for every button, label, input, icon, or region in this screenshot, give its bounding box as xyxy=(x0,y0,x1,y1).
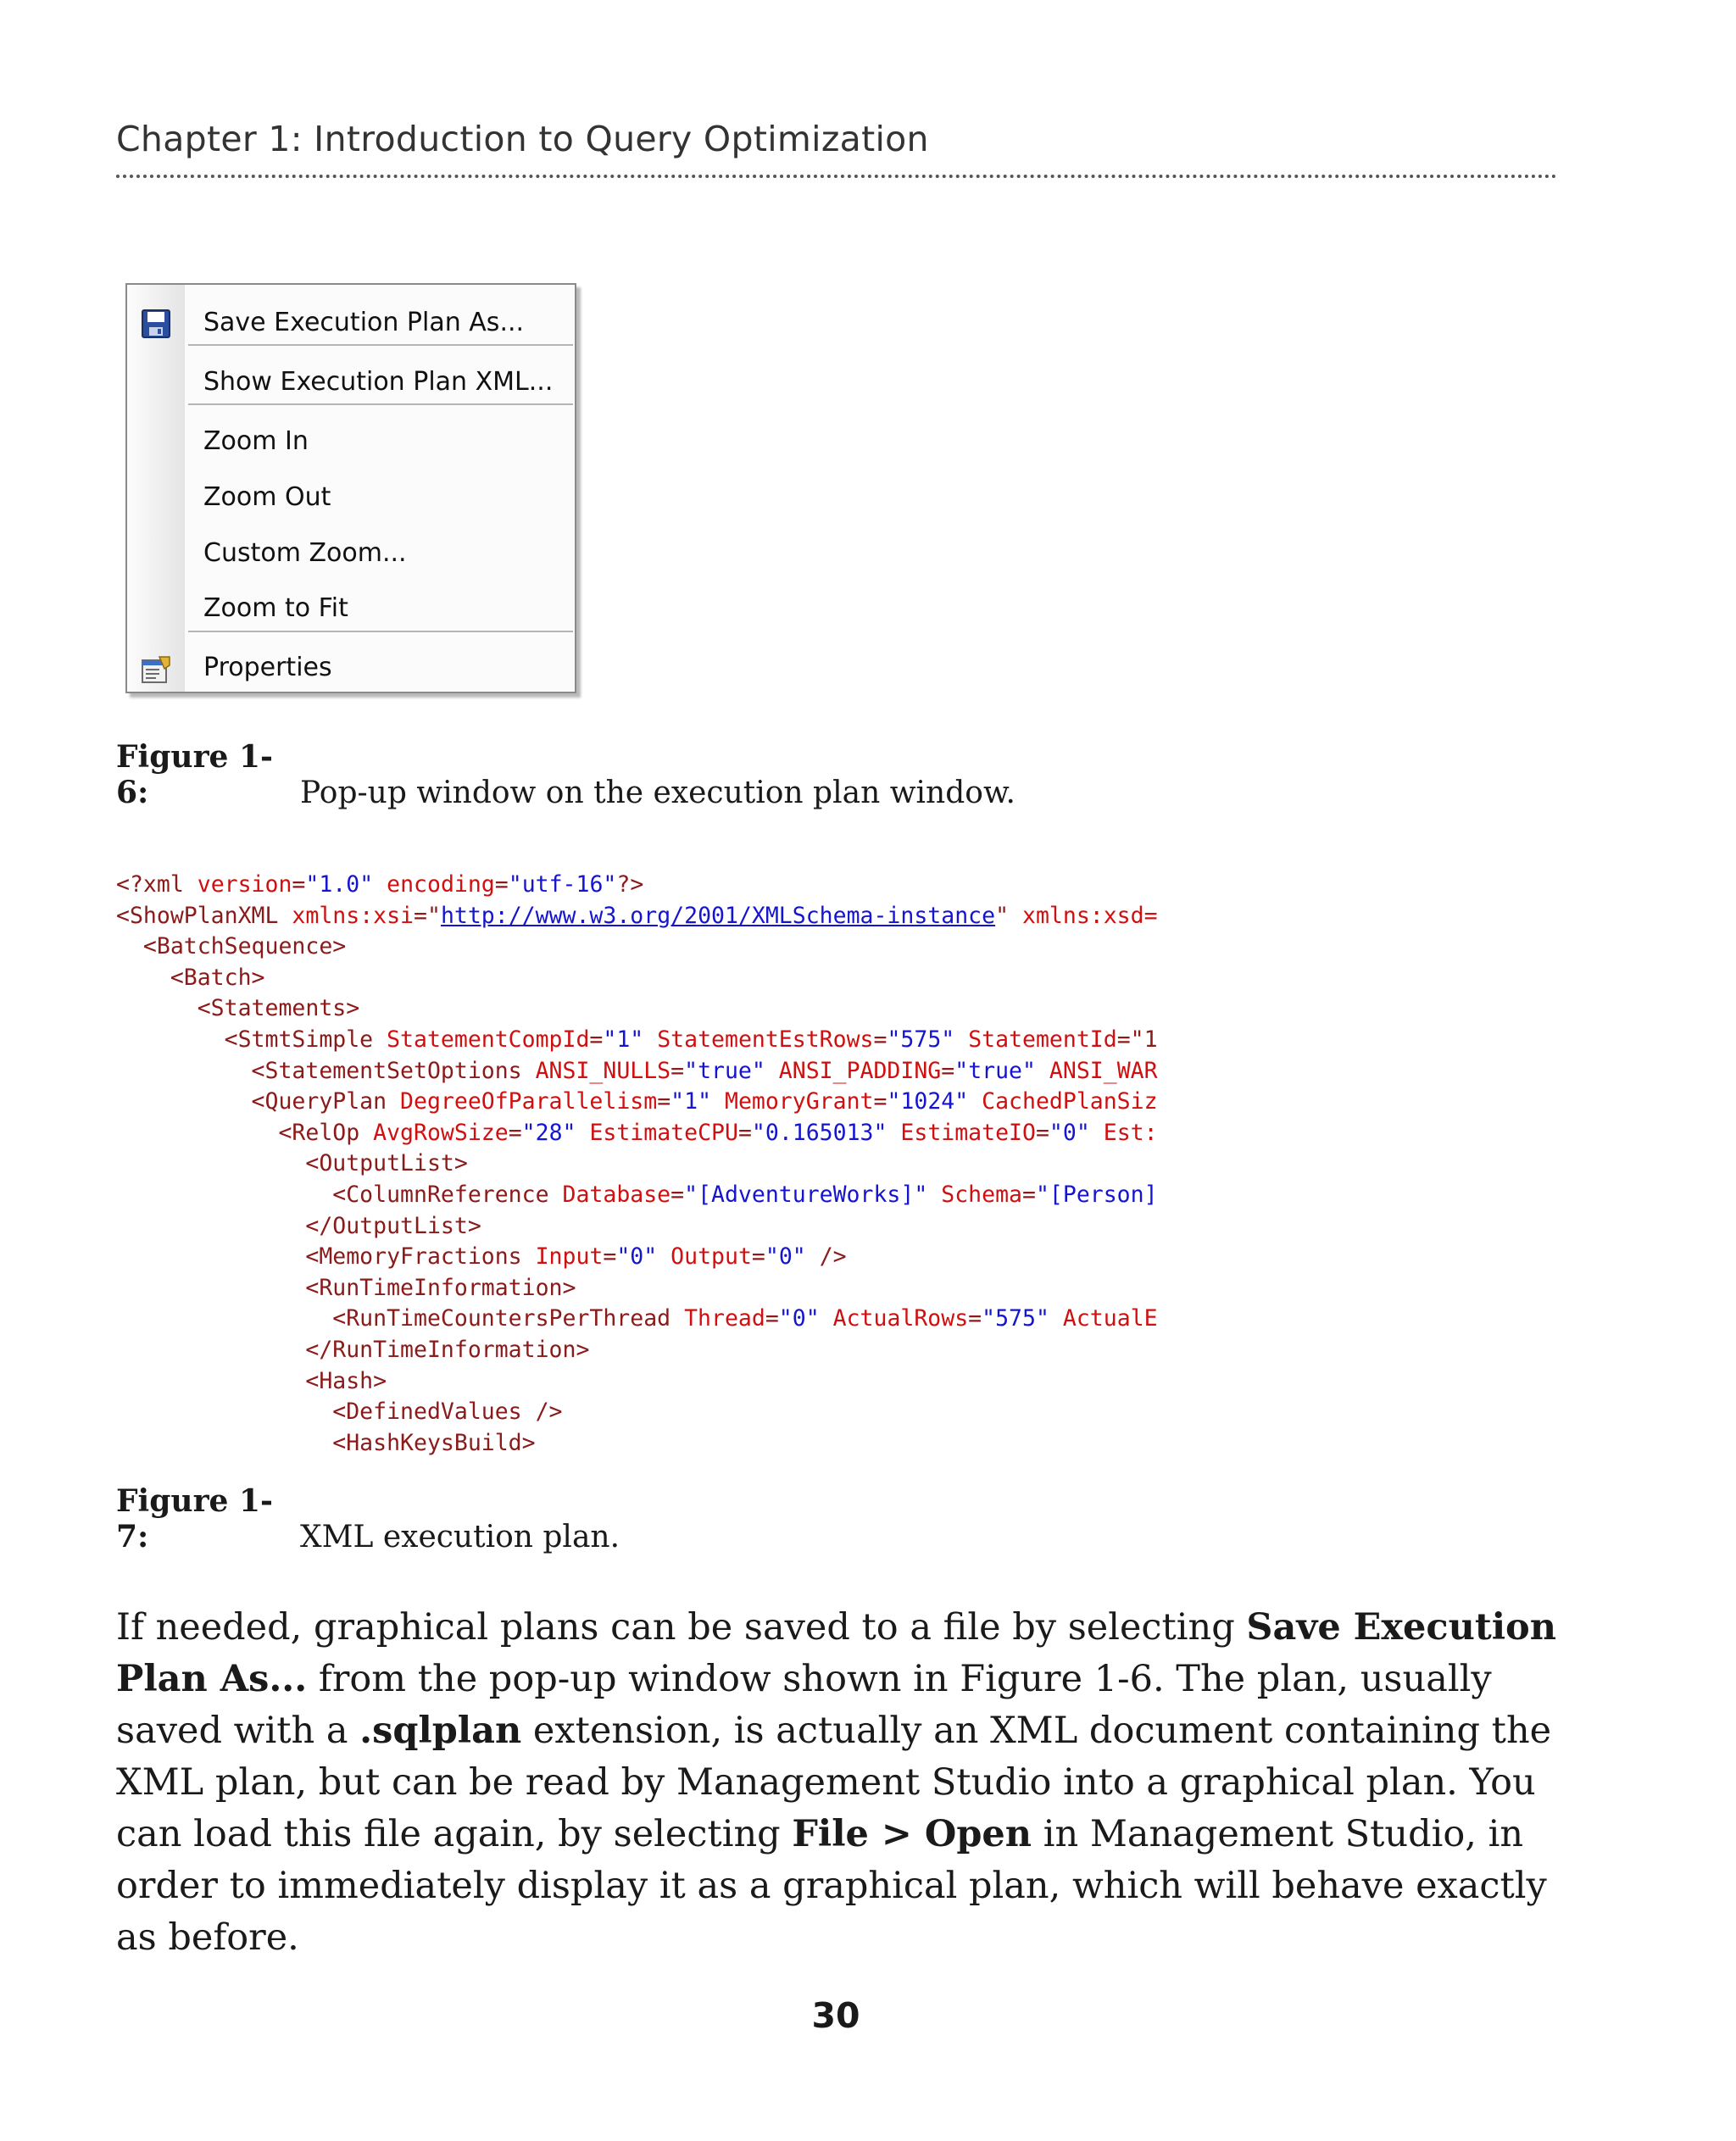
xml-token: <Batch> xyxy=(116,964,265,991)
xml-line xyxy=(116,1150,468,1182)
xml-token: <RunTimeCountersPerThread xyxy=(116,1305,685,1332)
bold-term: Save Execution Plan As... xyxy=(116,1606,1557,1700)
xml-token: Database xyxy=(562,1182,671,1208)
xml-token: " xyxy=(995,902,1022,929)
xml-token: "575" xyxy=(982,1305,1049,1332)
xml-token: xmlns:xsi xyxy=(292,902,415,929)
floppy-disk-icon xyxy=(141,309,171,339)
body-text: If needed, graphical plans can be saved to a file by selecting xyxy=(116,1606,1247,1649)
xml-token: "1024" xyxy=(887,1088,969,1115)
xml-line xyxy=(116,1213,481,1244)
xml-token: "true" xyxy=(684,1057,765,1084)
xml-line xyxy=(116,1337,589,1368)
properties-icon xyxy=(141,653,171,684)
body-text: extension, is actually an XML document containing the XML plan, but can be read by Management Studio into a graphical plan. You can load this file again, by selecting xyxy=(116,1710,1552,1855)
xml-token: EstimateIO xyxy=(887,1119,1036,1146)
xml-line xyxy=(116,1305,1158,1337)
xml-link[interactable]: http://www.w3.org/2001/XMLSchema-instance xyxy=(440,902,996,929)
menu-item-properties[interactable] xyxy=(127,642,575,696)
xml-token: ANSI_WAR xyxy=(1035,1057,1158,1084)
xml-token: = xyxy=(603,1243,617,1271)
xml-token: <HashKeysBuild> xyxy=(116,1429,536,1456)
xml-token: <OutputList> xyxy=(116,1150,468,1177)
xml-token: <RelOp xyxy=(116,1119,374,1146)
xml-token: = xyxy=(873,1088,887,1115)
xml-token: "0" xyxy=(778,1305,820,1332)
xml-line xyxy=(116,995,359,1026)
menu-item-save-execution-plan-as[interactable] xyxy=(127,297,575,351)
context-menu xyxy=(125,283,576,693)
xml-token: ANSI_PADDING xyxy=(765,1057,942,1084)
xml-token: "1.0" xyxy=(305,871,374,898)
xml-token: = xyxy=(657,1088,671,1115)
xml-token: =" xyxy=(414,902,441,929)
body-text: from the pop-up window shown in Figure 1-6. The plan, usually saved with a xyxy=(116,1658,1492,1752)
xml-token: = xyxy=(765,1305,779,1332)
xml-token: <DefinedValues /> xyxy=(116,1399,563,1426)
xml-token: <QueryPlan xyxy=(116,1088,401,1115)
menu-item-label: Properties xyxy=(203,653,332,682)
xml-token: Schema xyxy=(927,1182,1022,1208)
xml-token: StatementEstRows xyxy=(643,1026,874,1053)
xml-token: <StmtSimple xyxy=(116,1026,387,1053)
menu-item-label: Zoom to Fit xyxy=(203,593,348,623)
xml-token: MemoryGrant xyxy=(711,1088,874,1115)
xml-token: = xyxy=(873,1026,887,1053)
menu-item-label: Zoom Out xyxy=(203,482,331,512)
menu-separator xyxy=(188,403,573,405)
menu-item-zoom-out[interactable] xyxy=(127,471,575,526)
xml-line xyxy=(116,1243,847,1275)
xml-token: /> xyxy=(805,1243,847,1271)
xml-line xyxy=(116,1088,1158,1120)
figure-caption xyxy=(116,1483,620,1554)
xml-line xyxy=(116,871,643,903)
xml-line xyxy=(116,1026,1158,1058)
menu-item-zoom-to-fit[interactable] xyxy=(127,582,575,637)
xml-token: = xyxy=(670,1182,685,1208)
xml-token: ANSI_NULLS xyxy=(535,1057,671,1084)
xml-token: "1" xyxy=(670,1088,712,1115)
menu-separator xyxy=(188,344,573,346)
xml-token: = xyxy=(494,871,509,898)
xml-execution-plan xyxy=(116,871,1237,1458)
xml-line xyxy=(116,1058,1158,1089)
xml-token: <ColumnReference xyxy=(116,1182,563,1208)
xml-token: version xyxy=(197,871,292,898)
xml-token: = xyxy=(508,1119,522,1146)
xml-token: = xyxy=(670,1057,685,1084)
xml-token: </OutputList> xyxy=(116,1212,481,1239)
menu-item-zoom-in[interactable] xyxy=(127,415,575,470)
figure-caption-text: Pop-up window on the execution plan window. xyxy=(300,776,1015,810)
page-number: 30 xyxy=(811,1995,860,2036)
xml-token: xmlns:xsd= xyxy=(1022,902,1158,929)
xml-token: </RunTimeInformation> xyxy=(116,1337,590,1363)
xml-token: <?xml xyxy=(116,871,198,898)
figure-number: Figure 1-7: xyxy=(116,1483,273,1554)
xml-token: StatementCompId xyxy=(387,1026,590,1053)
xml-token: <StatementSetOptions xyxy=(116,1057,536,1084)
xml-line xyxy=(116,933,346,965)
xml-token: ="1 xyxy=(1116,1026,1158,1053)
xml-token: "1" xyxy=(603,1026,644,1053)
menu-item-label: Zoom In xyxy=(203,426,309,456)
xml-token: Input xyxy=(535,1243,604,1271)
xml-token: = xyxy=(941,1057,955,1084)
xml-token: <MemoryFractions xyxy=(116,1243,536,1271)
xml-token: = xyxy=(589,1026,604,1053)
xml-token: ActualE xyxy=(1049,1305,1158,1332)
xml-token: <Statements> xyxy=(116,995,360,1022)
xml-token: DegreeOfParallelism xyxy=(400,1088,658,1115)
figure-caption xyxy=(116,739,1015,810)
xml-token: <ShowPlanXML xyxy=(116,902,292,929)
xml-token: <BatchSequence> xyxy=(116,933,347,960)
xml-token: = xyxy=(1035,1119,1049,1146)
xml-line xyxy=(116,1430,536,1458)
xml-token: <RunTimeInformation> xyxy=(116,1274,576,1301)
xml-line xyxy=(116,903,1158,934)
xml-token: "0" xyxy=(1049,1119,1090,1146)
xml-token: = xyxy=(737,1119,752,1146)
xml-token: Output xyxy=(657,1243,752,1271)
menu-separator xyxy=(188,631,573,632)
chapter-header: Chapter 1: Introduction to Query Optimization xyxy=(116,119,929,159)
body-text: in Management Studio, in order to immediately display it as a graphical plan, which will behave exactly as before. xyxy=(116,1813,1547,1959)
xml-token: AvgRowSize xyxy=(373,1119,509,1146)
xml-token: "575" xyxy=(887,1026,955,1053)
xml-token: = xyxy=(292,871,306,898)
menu-item-label: Save Execution Plan As... xyxy=(203,308,525,337)
menu-item-label: Custom Zoom... xyxy=(203,538,407,568)
xml-token: StatementId xyxy=(954,1026,1117,1053)
xml-token: <Hash> xyxy=(116,1367,387,1394)
xml-token: "utf-16" xyxy=(508,871,617,898)
xml-token: "[Person] xyxy=(1035,1182,1158,1208)
menu-item-show-execution-plan-xml[interactable] xyxy=(127,356,575,410)
header-divider xyxy=(116,175,1557,178)
xml-token: = xyxy=(968,1305,982,1332)
xml-line xyxy=(116,1399,563,1430)
xml-token: encoding xyxy=(373,871,495,898)
xml-token: = xyxy=(751,1243,765,1271)
menu-item-label: Show Execution Plan XML... xyxy=(203,367,554,397)
xml-token: "true" xyxy=(954,1057,1036,1084)
body-paragraph xyxy=(116,1602,1574,1964)
xml-token: = xyxy=(1021,1182,1036,1208)
menu-item-custom-zoom[interactable] xyxy=(127,527,575,581)
figure-number: Figure 1-6: xyxy=(116,739,273,810)
xml-line xyxy=(116,1120,1158,1151)
xml-token: CachedPlanSiz xyxy=(968,1088,1158,1115)
xml-token: ActualRows xyxy=(819,1305,969,1332)
bold-term: .sqlplan xyxy=(359,1710,522,1752)
xml-token: EstimateCPU xyxy=(576,1119,738,1146)
xml-token: "0.165013" xyxy=(751,1119,887,1146)
xml-token: ?> xyxy=(616,871,644,898)
xml-line xyxy=(116,965,265,996)
xml-token: Est: xyxy=(1089,1119,1158,1146)
bold-term: File > Open xyxy=(792,1813,1032,1855)
figure-caption-text: XML execution plan. xyxy=(300,1520,620,1554)
xml-line xyxy=(116,1368,387,1399)
xml-token: "[AdventureWorks]" xyxy=(684,1182,928,1208)
xml-token: "28" xyxy=(521,1119,576,1146)
xml-token: "0" xyxy=(765,1243,806,1271)
xml-token: Thread xyxy=(684,1305,765,1332)
xml-token: "0" xyxy=(616,1243,658,1271)
xml-line xyxy=(116,1182,1158,1213)
xml-line xyxy=(116,1275,576,1306)
